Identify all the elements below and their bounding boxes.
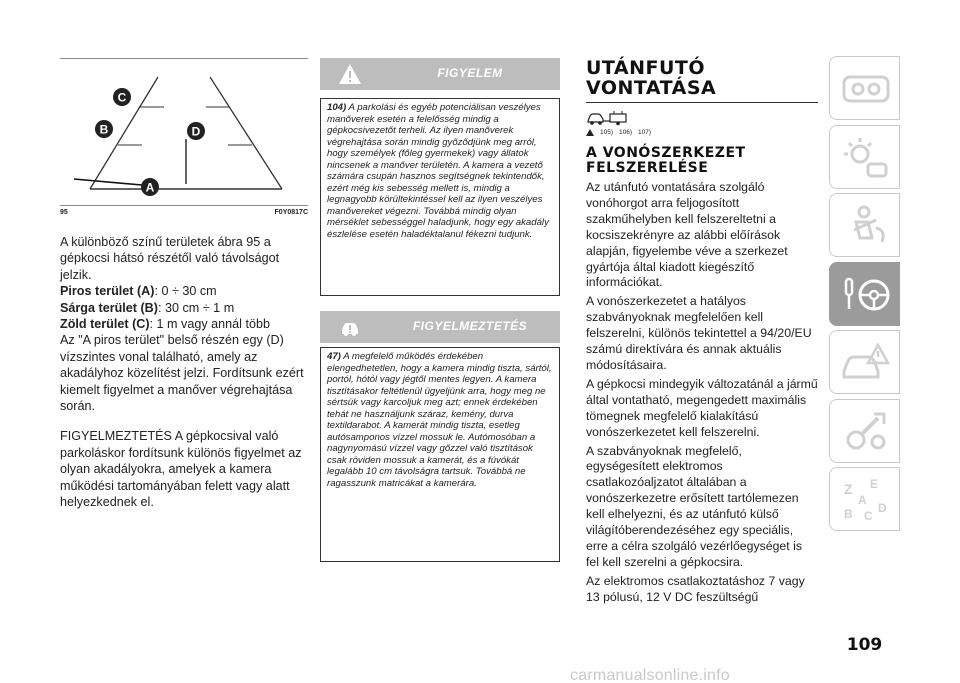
car-crash-icon	[838, 337, 894, 389]
ref-1: 105)	[600, 129, 614, 136]
chapter-tab-index[interactable]	[829, 467, 900, 531]
figure-caption	[60, 209, 308, 216]
label-a: A	[145, 180, 155, 195]
horizontal-line-paragraph: Az "A piros terület" belső részén egy (D) vízszintes vonal található, amely az akadályhoz közelítést jelzi. Fordítsunk ezért kiemelt figyelmet a manőver végrehajtása során.	[60, 333, 304, 414]
svg-text:E: E	[870, 477, 879, 491]
warning-ref: 104)	[327, 102, 347, 113]
figure-code: F0Y0817C	[274, 209, 308, 216]
warning-text: A parkolási és egyéb potenciálisan veszélyes manőverek esetén a felelősség mindig a gépkocsivezetőt terheli. Az ilyen manőverek végrehajtása során mindig győződjünk meg arról, hogy személyek (főleg gyermekek) vagy állatok nincsenek a manőver területén. A kamera a vezető számára csupán hasznos segítségnek tekintendők, ezért még kis sebesség mellett is, mindig a legnagyobb körültekintéssel kell az ilyen veszélyes manővereket végezni. Továbbá mindig olyan mérséklet sebességgel haladjunk, hogy egy akadály észlelése esetén haladéktalanul fékezni tudjunk.	[327, 102, 549, 240]
right-paragraph-4: A szabványoknak megfelelő, egységesített elektromos csatlakozóaljzatot általában a vonószerkezetre erősített tartólemezen kell elhelyezni, és az utánfutó külső világítóberendezéséhez egy speciális, erre a célra szolgáló vezérlőegységet is fel kell szerelni a gépkocsira.	[586, 443, 802, 569]
label-b: B	[99, 122, 109, 137]
section-title: UTÁNFUTÓ VONTATÁSA	[586, 57, 717, 99]
label-c: C	[117, 90, 127, 105]
seat-person-icon	[838, 200, 894, 252]
caution-text: A megfelelő működés érdekében elengedhetetlen, hogy a kamera mindig tiszta, sártól, portól, hótól vagy jégtől mentes legyen. A kamera tisztításakor feltétlenül ügyeljünk arra, hogy meg ne sértsük vagy karcoljuk meg azt; ennek érdekében tehát ne használjunk száraz, kemény, durva textildarabot. A kamerát mindig tiszta, esetleg autósamponos vízzel mossuk le. Autómosóban a nagynyomású vízzel vagy gőzzel való tisztítások csak röviden mossuk a kamerát, és a fúvókát legalább 10 cm távolságra tartsuk. Továbbá ne ragasszunk matricákat a kamerára.	[327, 351, 552, 489]
right-body	[586, 180, 818, 606]
car-caution-icon	[338, 315, 362, 339]
sun-lights-icon	[838, 132, 894, 184]
car-trailer-icon	[586, 109, 630, 127]
left-body	[60, 234, 308, 511]
steering-wheel-key-icon	[838, 269, 894, 321]
caution-box	[320, 347, 560, 562]
caution-header	[320, 311, 560, 343]
subsection-title: A VONÓSZERKEZET FELSZERELÉSE	[586, 145, 746, 176]
middle-column	[320, 58, 560, 562]
caution-ref: 47)	[327, 351, 341, 362]
camera-guide-lines-diagram	[60, 59, 308, 207]
svg-text:A: A	[858, 493, 867, 507]
left-column	[60, 58, 308, 511]
wrench-service-icon	[838, 406, 894, 458]
svg-text:D: D	[878, 501, 887, 515]
chapter-tab-lights[interactable]	[829, 125, 900, 189]
warning-title: FIGYELEM	[437, 66, 503, 80]
intro-paragraph: A különböző színű területek ábra 95 a gépkocsi hátsó részétől való távolságot jelzik.	[60, 235, 280, 282]
label-d: D	[191, 124, 201, 139]
chapter-tab-dashboard[interactable]	[829, 56, 900, 120]
right-column	[586, 58, 818, 606]
ref-3: 107)	[638, 129, 652, 136]
zone-red: Piros terület (A): 0 ÷ 30 cm	[60, 284, 217, 299]
svg-text:B: B	[844, 507, 853, 521]
chapter-tab-driving[interactable]	[829, 262, 900, 326]
trailer-symbol-row	[586, 109, 818, 127]
page-number: 109	[846, 635, 883, 655]
figure-number: 95	[60, 209, 68, 216]
right-paragraph-5: Az elektromos csatlakoztatáshoz 7 vagy 13 pólusú, 12 V DC feszültségű	[586, 573, 805, 604]
right-paragraph-3: A gépkocsi mindegyik változatánál a jármű által vontatható, megengedett maximális tömegnek megfelelő kialakítású vonószerkezetet kell felszerelni.	[586, 376, 818, 439]
caution-title: FIGYELMEZTETÉS	[412, 319, 528, 333]
svg-text:C: C	[864, 509, 873, 523]
alphabet-index-icon	[838, 474, 894, 526]
warning-triangle-small-icon	[586, 129, 594, 136]
warning-references	[586, 129, 818, 136]
warning-note-paragraph: FIGYELMEZTETÉS A gépkocsival való parkoláskor fordítsunk különös figyelmet az olyan akadályokra, amelyek a kamera működési tartományában felett vagy alatt helyezkednek el.	[60, 429, 302, 510]
zone-yellow: Sárga terület (B): 30 cm ÷ 1 m	[60, 300, 235, 315]
warning-triangle-icon	[338, 62, 362, 86]
watermark: carmanualsonline.info	[570, 667, 730, 683]
zone-green: Zöld terület (C): 1 m vagy annál több	[60, 317, 270, 332]
svg-text:Z: Z	[844, 481, 853, 497]
warning-header	[320, 58, 560, 90]
ref-2: 106)	[619, 129, 633, 136]
right-paragraph-1: Az utánfutó vontatására szolgáló vonóhorgot arra feljogosított szakműhelyben kell felszereltetni a kocsiszekrényre az alábbi előírások alapján, figyelembe véve a szerkezet gyártója által kiadott kiegészítő információkat.	[586, 180, 788, 290]
camera-guide-figure	[60, 58, 308, 206]
right-paragraph-2: A vonószerkezetet a hatályos szabványoknak megfelelően kell felszerelni, különös tekintettel a 94/20/EU számú direktívára és annak aktuális módosításaira.	[586, 294, 812, 372]
car-dashboard-icon	[838, 63, 894, 115]
title-divider	[586, 102, 818, 103]
chapter-sidebar	[829, 56, 900, 536]
chapter-tab-emergency[interactable]	[829, 330, 900, 394]
chapter-tab-safety[interactable]	[829, 193, 900, 257]
chapter-tab-service[interactable]	[829, 399, 900, 463]
warning-box	[320, 98, 560, 296]
